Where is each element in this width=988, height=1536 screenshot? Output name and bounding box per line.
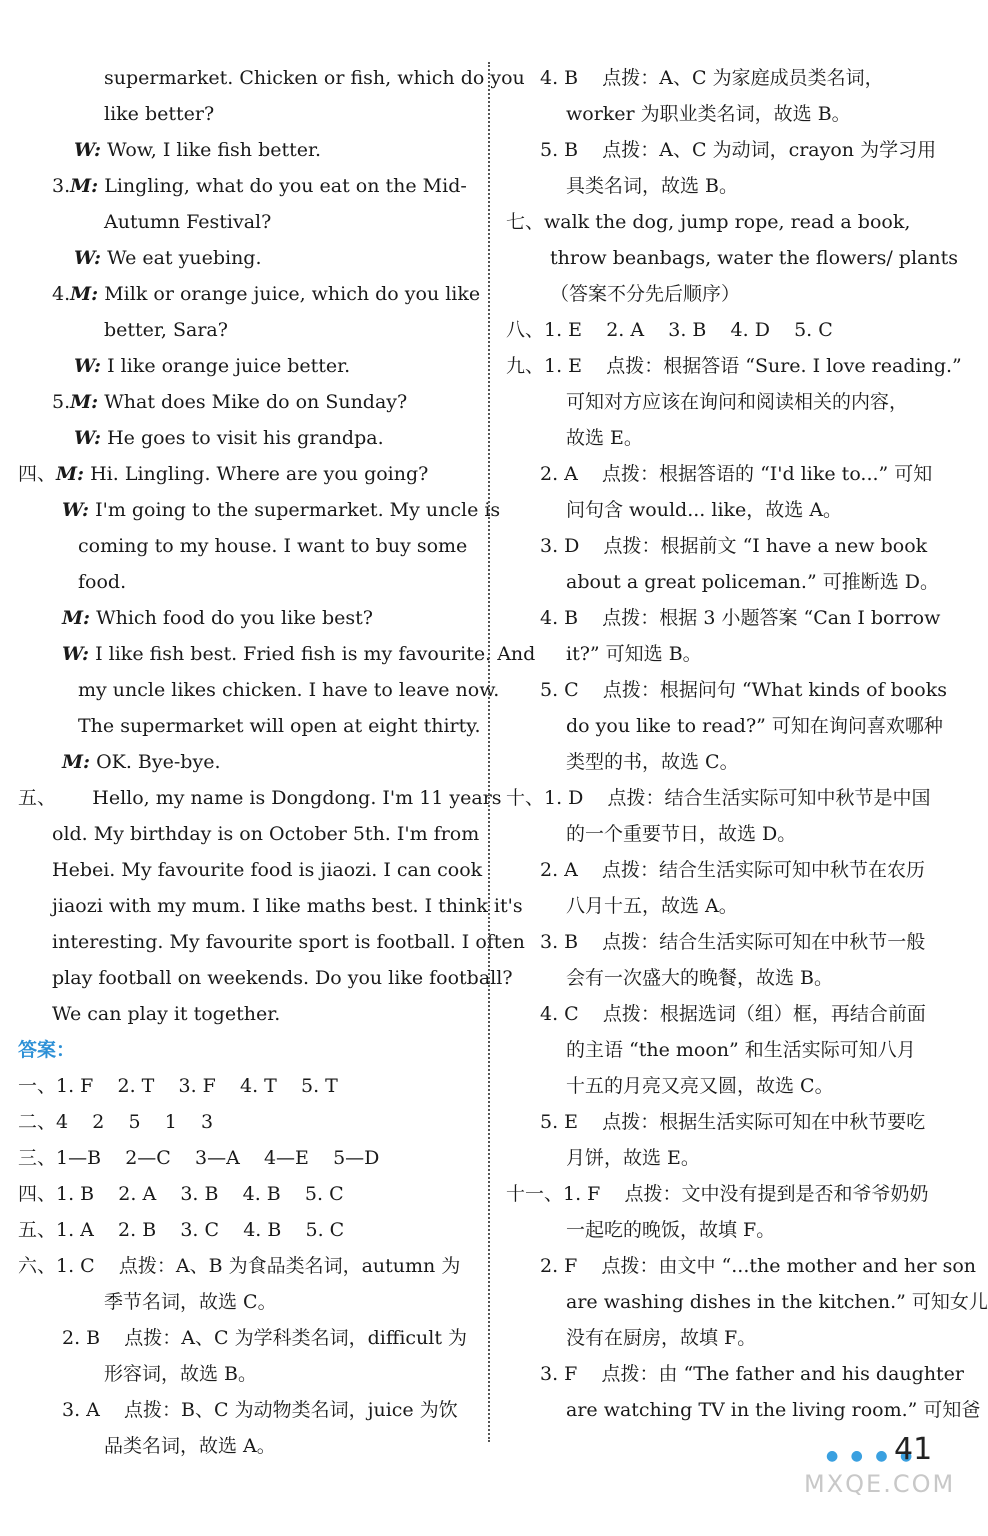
line-text: We eat yuebing. [101,247,262,269]
line-text: What does Mike do on Sunday? [98,391,408,413]
line-text: I'm going to the supermarket. My uncle is [89,499,501,521]
line-text: 九、1. E 点拨：根据答语 “Sure. I love reading.” [506,355,962,377]
text-line [506,204,964,240]
text-line [506,420,964,456]
text-line [506,96,964,132]
text-line [18,1392,480,1428]
text-line [506,780,964,816]
line-text: Autumn Festival? [104,211,272,233]
line-text: 3. B 点拨：结合生活实际可知在中秋节一般 [540,931,926,953]
text-line [506,348,964,384]
text-line [506,708,964,744]
line-text: Hebei. My favourite food is jiaozi. I can cook [52,859,483,881]
text-line [506,816,964,852]
item-number: 4. [52,283,71,305]
footer-dots: ● ● ● ● [826,1448,917,1464]
line-text: 5. B 点拨：A、C 为动词，crayon 为学习用 [540,139,937,161]
text-line [18,996,480,1032]
item-number: 五、 [18,787,57,809]
speaker-label: M: [70,391,99,413]
line-text: Milk or orange juice, which do you like [98,283,481,305]
line-text: Lingling, what do you eat on the Mid- [98,175,467,197]
line-text: 六、1. C 点拨：A、B 为食品类名词，autumn 为 [18,1255,461,1277]
line-text: 问句含 would... like，故选 A。 [566,499,843,521]
text-line [506,1104,964,1140]
answers-heading: 答案： [18,1039,76,1061]
line-text: 十一、1. F 点拨：文中没有提到是否和爷爷奶奶 [506,1183,929,1205]
text-line [506,1176,964,1212]
text-line [18,1068,480,1104]
text-line [506,1140,964,1176]
text-line [506,168,964,204]
line-text: do you like to read?” 可知在询问喜欢哪种 [566,715,943,737]
text-line [18,744,480,780]
speaker-label: W: [74,139,102,161]
line-text: 2. F 点拨：由文中 “...the mother and her son [540,1255,977,1277]
text-line [506,888,964,924]
text-line [506,1356,964,1392]
text-line [18,1176,480,1212]
text-line [18,312,480,348]
line-text: throw beanbags, water the flowers/ plants [550,247,958,269]
text-line [18,204,480,240]
text-line [18,348,480,384]
line-text: I like fish best. Fried fish is my favourite. And [89,643,536,665]
line-text: 2. A 点拨：根据答语的 “I'd like to...” 可知 [540,463,933,485]
text-line [18,456,480,492]
speaker-label: W: [62,499,90,521]
text-line [18,600,480,636]
speaker-label: W: [74,427,102,449]
line-text: （答案不分先后顺序） [550,283,741,305]
text-line [506,924,964,960]
line-text: 3. F 点拨：由 “The father and his daughter [540,1363,965,1385]
line-text: He goes to visit his grandpa. [101,427,384,449]
line-text: 四、1. B 2. A 3. B 4. B 5. C [18,1183,344,1205]
line-text: 八月十五，故选 A。 [566,895,738,917]
text-line [18,1248,480,1284]
speaker-label: M: [56,463,85,485]
line-text: worker 为职业类名词，故选 B。 [566,103,851,125]
line-text: Hello, my name is Dongdong. I'm 11 years [56,787,502,809]
line-text: Wow, I like fish better. [101,139,322,161]
text-line [506,312,964,348]
page-number: 41 [894,1432,933,1467]
text-line [506,744,964,780]
text-line [18,60,525,96]
text-line [506,1284,988,1320]
line-text: are watching TV in the living room.” 可知爸 [566,1399,981,1421]
line-text: like better? [104,103,215,125]
text-line [18,672,500,708]
line-text: 可知对方应该在询问和阅读相关的内容， [566,391,909,413]
line-text: Hi. Lingling. Where are you going? [84,463,429,485]
left-column [18,60,536,1464]
text-line [506,60,964,96]
speaker-label: M: [70,175,99,197]
text-line [506,672,964,708]
speaker-label: W: [74,355,102,377]
line-text: 十五的月亮又亮又圆，故选 C。 [566,1075,834,1097]
line-text: 季节名词，故选 C。 [104,1291,277,1313]
text-line [18,888,523,924]
text-line [506,1248,977,1284]
line-text: 七、walk the dog, jump rope, read a book, [506,211,911,233]
text-line [18,816,480,852]
text-line [18,1428,480,1464]
line-text: play football on weekends. Do you like football? [52,967,513,989]
text-line [18,960,513,996]
line-text: 一起吃的晚饭，故填 F。 [566,1219,776,1241]
line-text: 4. C 点拨：根据选词（组）框，再结合前面 [540,1003,926,1025]
text-line [18,420,480,456]
text-line [506,1392,981,1428]
text-line [18,1140,480,1176]
line-text: 月饼，故选 E。 [566,1147,700,1169]
text-line [506,636,964,672]
text-line [506,528,964,564]
line-text: 五、1. A 2. B 3. C 4. B 5. C [18,1219,345,1241]
text-line [18,132,480,168]
line-text: We can play it together. [52,1003,281,1025]
line-text: 具类名词，故选 B。 [566,175,739,197]
line-text: coming to my house. I want to buy some [78,535,468,557]
text-line [18,924,525,960]
line-text: about a great policeman.” 可推断选 D。 [566,571,939,593]
item-number: 四、 [18,463,57,485]
text-line [18,564,480,600]
line-text: interesting. My favourite sport is football. I often [52,931,525,953]
text-line [18,636,536,672]
text-line [506,852,964,888]
text-line [506,1320,964,1356]
line-text: OK. Bye-bye. [90,751,221,773]
text-line [18,276,480,312]
line-text: my uncle likes chicken. I have to leave now. [78,679,500,701]
speaker-label: M: [70,283,99,305]
line-text: 十、1. D 点拨：结合生活实际可知中秋节是中国 [506,787,931,809]
text-line [18,1284,480,1320]
text-line [506,600,964,636]
line-text: Which food do you like best? [90,607,373,629]
text-line [506,960,964,996]
line-text: 3. A 点拨：B、C 为动物类名词，juice 为饮 [62,1399,458,1421]
text-line [18,1356,480,1392]
item-number: 5. [52,391,71,413]
line-text: 品类名词，故选 A。 [104,1435,276,1457]
line-text: 4. B 点拨：A、C 为家庭成员类名词， [540,67,884,89]
line-text: The supermarket will open at eight thirty. [78,715,481,737]
text-line [18,168,480,204]
line-text: it?” 可知选 B。 [566,643,702,665]
text-line [506,384,964,420]
text-line [506,456,964,492]
column-divider [488,62,490,1442]
line-text: 一、1. F 2. T 3. F 4. T 5. T [18,1075,338,1097]
text-line [506,240,964,276]
line-text: better, Sara? [104,319,228,341]
line-text: 4. B 点拨：根据 3 小题答案 “Can I borrow [540,607,941,629]
speaker-label: W: [62,643,90,665]
line-text: 故选 E。 [566,427,643,449]
speaker-label: M: [62,751,91,773]
right-column [506,60,988,1428]
line-text: 5. E 点拨：根据生活实际可知在中秋节要吃 [540,1111,926,1133]
text-line [506,564,964,600]
line-text: food. [78,571,127,593]
text-line [506,276,964,312]
text-line [18,528,480,564]
speaker-label: W: [74,247,102,269]
text-line [506,492,964,528]
text-line [18,96,480,132]
text-line [18,1104,480,1140]
line-text: jiaozi with my mum. I like maths best. I think it's [52,895,523,917]
text-line [18,1212,480,1248]
watermark-logo: MXQE.COM [804,1470,956,1498]
text-line [18,780,502,816]
text-line [506,1032,964,1068]
line-text: 的主语 “the moon” 和生活实际可知八月 [566,1039,916,1061]
text-line [506,1212,964,1248]
line-text: supermarket. Chicken or fish, which do you [104,67,525,89]
text-line [18,1320,480,1356]
text-line [506,996,964,1032]
text-line [18,708,480,744]
line-text: 类型的书，故选 C。 [566,751,739,773]
line-text: 三、1—B 2—C 3—A 4—E 5—D [18,1147,380,1169]
line-text: 二、4 2 5 1 3 [18,1111,214,1133]
speaker-label: M: [62,607,91,629]
line-text: 3. D 点拨：根据前文 “I have a new book [540,535,928,557]
line-text: 2. B 点拨：A、C 为学科类名词，difficult 为 [62,1327,468,1349]
line-text: 的一个重要节日，故选 D。 [566,823,797,845]
text-line [506,1068,964,1104]
line-text: 没有在厨房，故填 F。 [566,1327,757,1349]
line-text: 形容词，故选 B。 [104,1363,258,1385]
line-text: old. My birthday is on October 5th. I'm from [52,823,480,845]
item-number: 3. [52,175,71,197]
text-line [18,852,483,888]
line-text: I like orange juice better. [101,355,351,377]
text-line [506,132,964,168]
line-text: 八、1. E 2. A 3. B 4. D 5. C [506,319,833,341]
text-line [18,384,480,420]
line-text: 2. A 点拨：结合生活实际可知中秋节在农历 [540,859,926,881]
text-line [18,492,501,528]
line-text: 5. C 点拨：根据问句 “What kinds of books [540,679,947,701]
line-text: 会有一次盛大的晚餐，故选 B。 [566,967,834,989]
text-line [18,240,480,276]
line-text: are washing dishes in the kitchen.” 可知女儿 [566,1291,988,1313]
